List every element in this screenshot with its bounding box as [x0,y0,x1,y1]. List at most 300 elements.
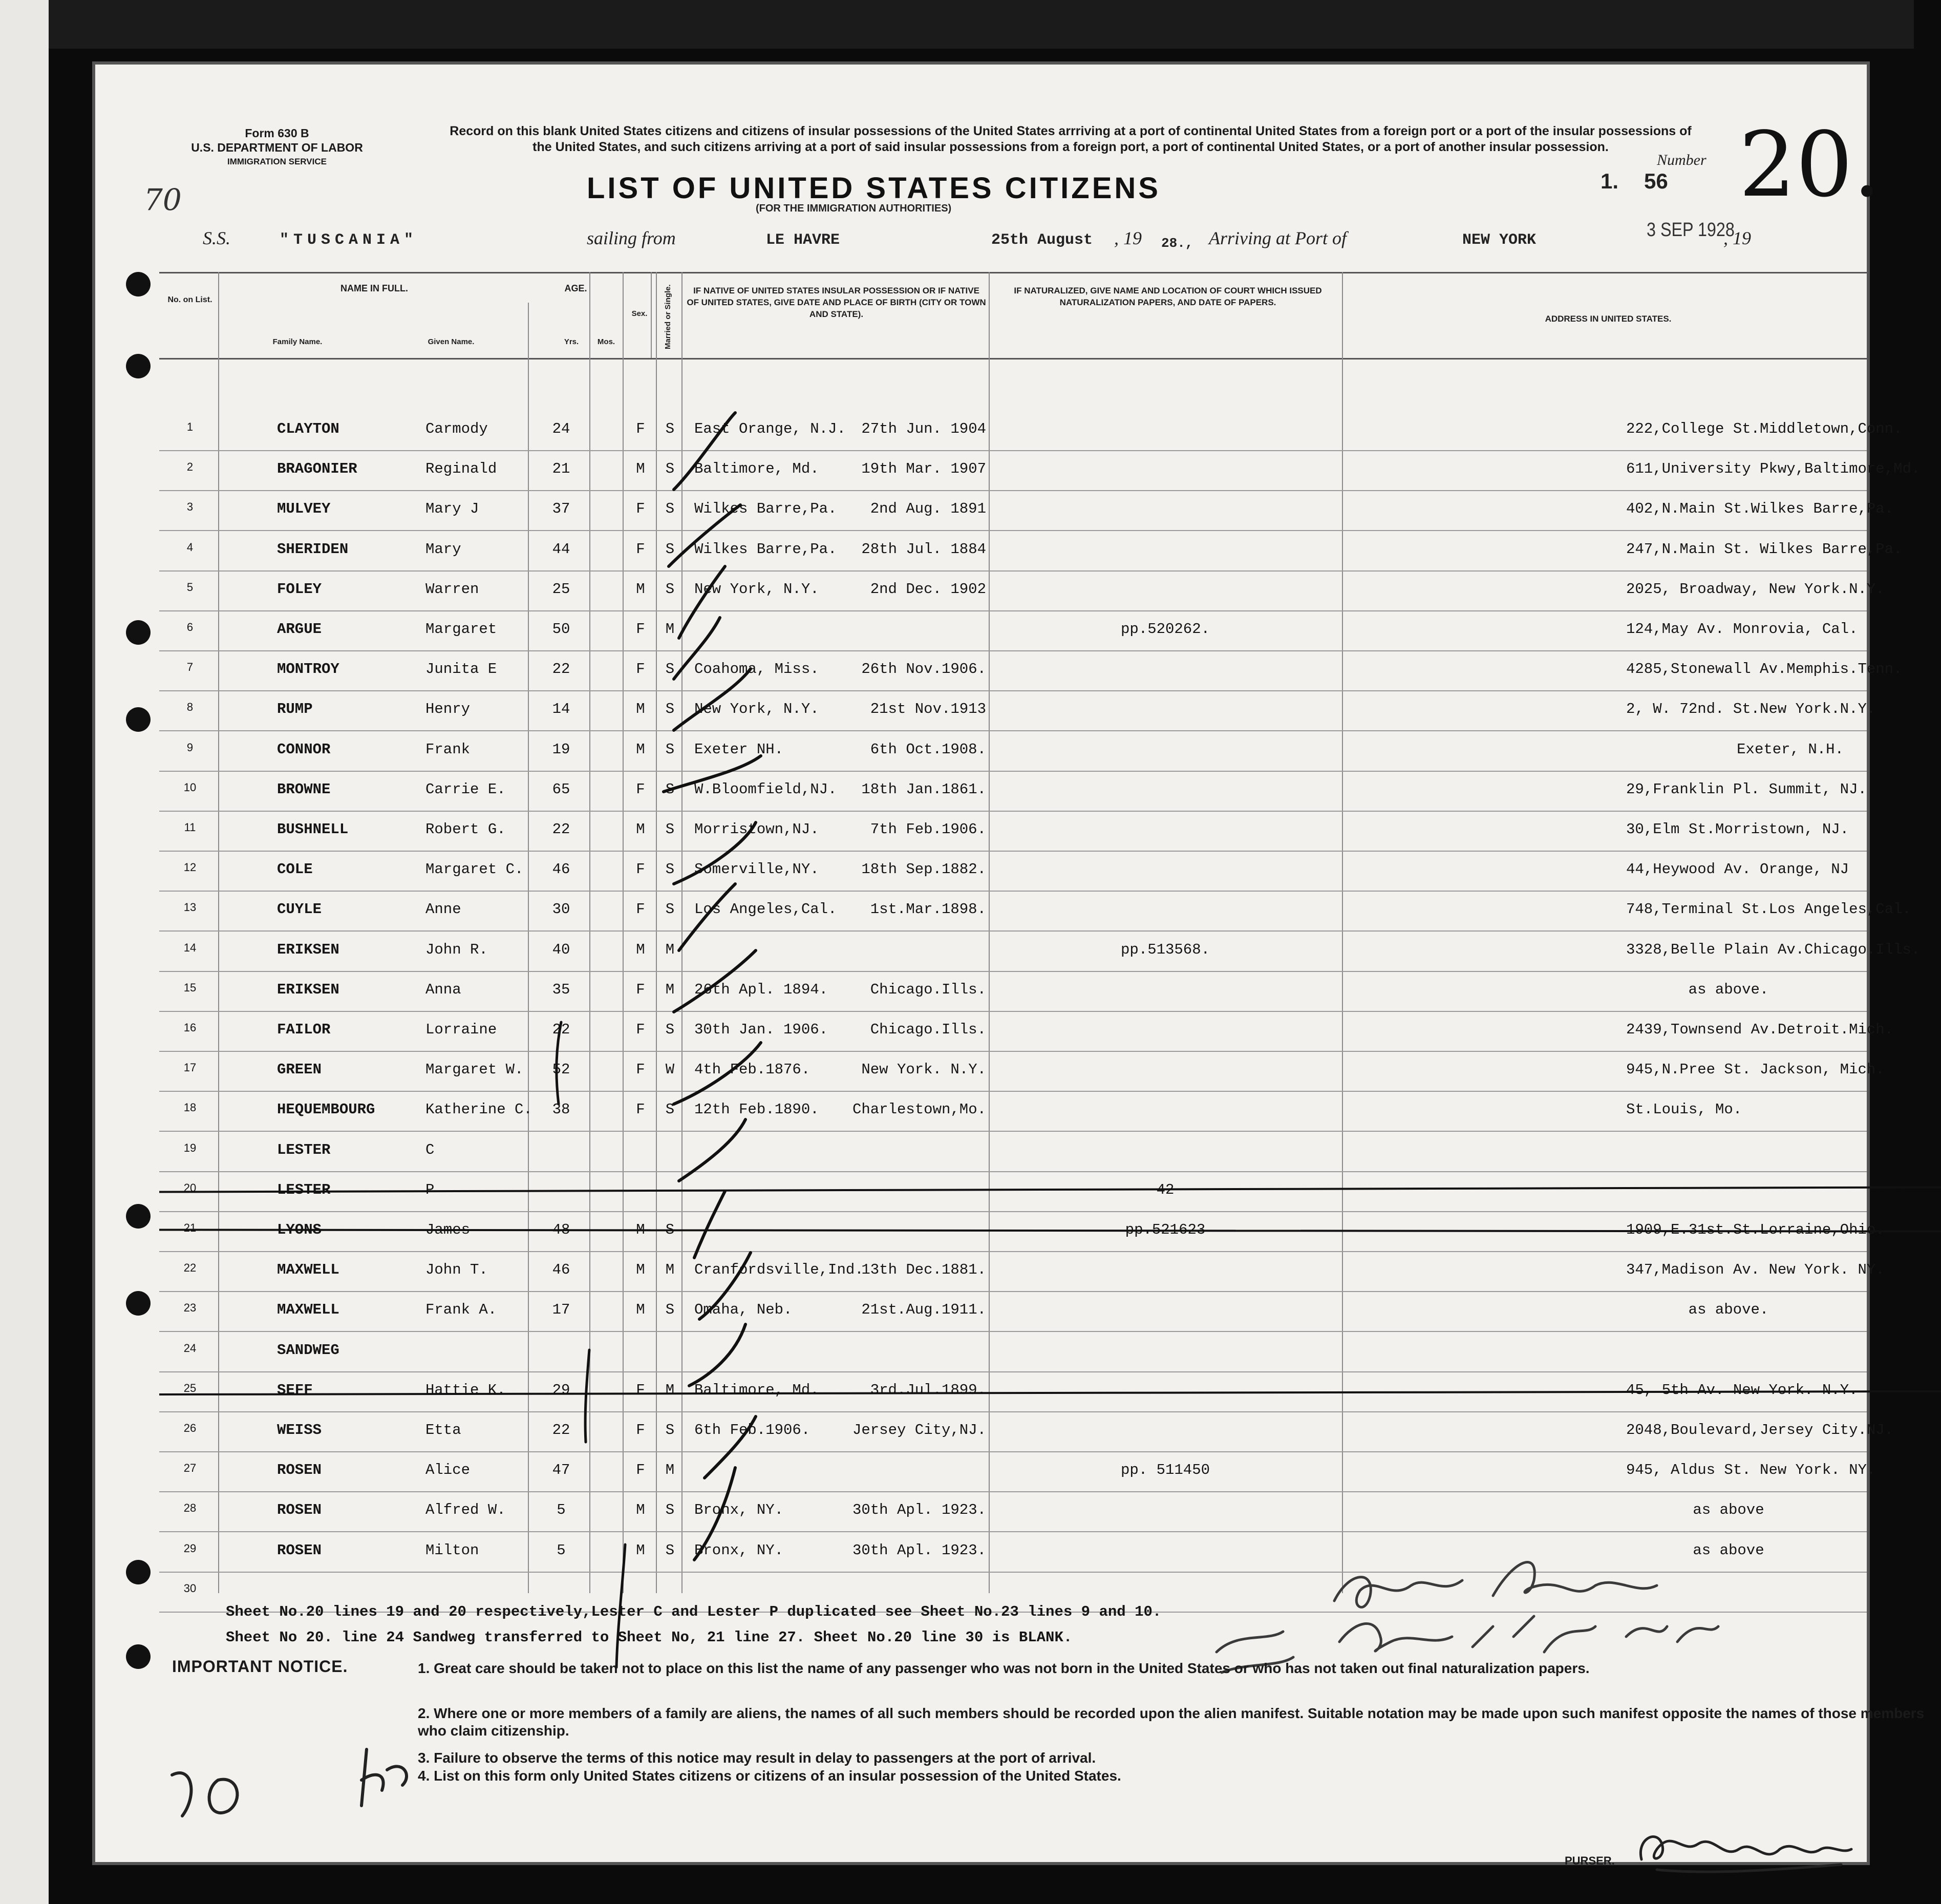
col-head-number: No. on List. [167,295,212,304]
given-name: Anne [425,901,461,918]
address: as above. [1688,1301,1769,1319]
sex: M [636,580,645,598]
binder-hole [126,620,151,645]
given-name: Warren [425,580,479,598]
birth-place: East Orange, N.J. [694,420,846,437]
address: 2025, Broadway, New York.N.Y. [1626,580,1885,598]
row-rule [159,650,1867,651]
family-name: MAXWELL [277,1301,339,1319]
birth-date: 6th Oct.1908. [870,741,986,758]
given-name: Etta [425,1422,461,1438]
table-row [159,1221,1885,1261]
purser-signature [1626,1818,1862,1880]
inspector-check-marks [633,351,817,1632]
birth-place: 30th Jan. 1906. [694,1021,828,1038]
address: 945, Aldus St. New York. NY. [1626,1462,1876,1479]
row-number: 11 [184,821,196,834]
row-number: 29 [183,1541,197,1555]
row-rule [159,1491,1867,1492]
age-years: 22 [552,661,570,678]
row-number: 28 [183,1501,197,1515]
given-name: Hattie K. [425,1381,506,1399]
address: as above [1693,1501,1764,1519]
row-number: 12 [183,861,197,874]
marital-status: S [665,661,675,678]
sex: F [636,780,645,798]
family-name: ERIKSEN [277,981,339,998]
margin-handwritten-mark: 70 [144,182,182,217]
row-number: 8 [186,701,194,714]
marital-status: S [665,1301,675,1319]
birth-place: Bronx, NY. [694,1501,784,1519]
service-name: IMMIGRATION SERVICE [227,157,327,166]
marital-status: W [665,1061,675,1078]
col-head-years: Yrs. [564,337,579,346]
row-number: 21 [183,1221,197,1234]
notice-item-4: 4. List on this form only United States citizens or citizens of an insular possession of the United States. [418,1768,1121,1784]
address: 2048,Boulevard,Jersey City.NJ. [1626,1422,1894,1438]
birth-date: Jersey City,NJ. [852,1422,986,1438]
age-years: 50 [552,621,570,638]
row-rule [159,930,1867,932]
given-name: Frank A. [425,1301,497,1319]
address: 1909,E.31st.St.Lorraine,Ohio. [1626,1221,1885,1238]
table-row [159,420,1903,460]
marital-status: M [665,1462,675,1479]
given-name: Alfred W. [425,1501,506,1519]
given-name: Carmody [425,420,488,437]
age-years: 22 [552,821,570,838]
ss-label: S.S. [203,228,230,248]
table-row [159,580,1885,621]
table-row [159,1382,1867,1422]
row-rule [159,1131,1867,1132]
number-value: 56 [1644,169,1668,193]
number-label: Number [1657,152,1707,168]
row-rule [159,690,1867,691]
sex: M [636,1541,645,1559]
page-title: LIST OF UNITED STATES CITIZENS [587,172,1161,205]
family-name: BRAGONIER [277,460,357,478]
family-name: COLE [277,861,313,878]
birth-place: Wilkes Barre,Pa. [694,540,837,558]
binder-hole [126,1204,151,1229]
marital-status: S [665,780,675,798]
col-head-birth: IF NATIVE OF UNITED STATES INSULAR POSSESSION OR IF NATIVE OF UNITED STATES, GIVE DATE AND PLACE OF BIRTH (CITY OR TOWN AND STATE). [687,286,986,319]
col-head-months: Mos. [597,337,615,346]
table-row [159,781,1867,821]
marital-status: S [665,1101,675,1118]
family-name: ARGUE [277,621,322,638]
age-years: 37 [552,500,570,518]
ship-name: "TUSCANIA" [280,231,418,249]
birth-place: 26th Apl. 1894. [694,981,828,998]
table-row [159,661,1903,701]
row-rule [159,1251,1867,1252]
port-from: LE HAVRE [766,231,840,249]
row-rule [159,771,1867,772]
address: 748,Terminal St.Los Angeles,Cal. [1626,901,1911,918]
given-name: Mary J [425,500,479,518]
age-years: 52 [552,1061,570,1078]
address: Exeter, N.H. [1737,741,1844,758]
age-years: 44 [552,540,570,558]
family-name: SEFF [277,1381,313,1399]
row-rule [159,1091,1867,1092]
sex: M [636,741,645,758]
row-rule [159,811,1867,812]
naturalization-papers: pp.513568. [1120,941,1210,958]
birth-date: 3rd.Jul.1899. [870,1381,986,1399]
family-name: FAILOR [277,1021,331,1038]
age-years: 46 [552,861,570,878]
marital-status: S [665,901,675,918]
given-name: John T. [425,1261,488,1279]
table-row [159,1342,1867,1382]
row-number: 19 [183,1141,197,1154]
department-name: U.S. DEPARTMENT OF LABOR [191,141,363,154]
sex: F [636,661,645,678]
given-name: Reginald [425,460,497,478]
row-number: 9 [186,741,194,754]
bracket-mark [566,1345,607,1447]
table-row [159,981,1867,1021]
address: as above [1693,1541,1764,1559]
handwritten-margin-marks [162,1729,428,1831]
family-name: CLAYTON [277,420,339,437]
sailing-date: 25th August [991,231,1093,249]
row-number: 15 [183,981,197,994]
row-number: 17 [183,1061,197,1074]
address: 945,N.Pree St. Jackson, Mich. [1626,1061,1885,1078]
birth-date: Chicago.Ills. [870,1021,986,1038]
family-name: CONNOR [277,741,331,758]
birth-place: Baltimore, Md. [694,1381,819,1399]
birth-date: Chicago.Ills. [870,981,986,998]
birth-place: 12th Feb.1890. [694,1101,819,1118]
address: 2, W. 72nd. St.New York.N.Y. [1626,701,1876,718]
sex: M [636,941,645,958]
form-identifier [185,126,369,169]
table-row [159,1501,1867,1541]
table-top-rule [159,272,1867,273]
port-to: NEW YORK [1462,231,1537,249]
given-name: Margaret W. [425,1061,524,1078]
given-name: Lorraine [425,1021,497,1038]
table-row [159,701,1876,741]
age-years: 5 [557,1501,566,1519]
family-name: ERIKSEN [277,941,339,958]
row-number: 22 [183,1261,197,1275]
family-name: MAXWELL [277,1261,339,1279]
sex: F [636,1422,645,1438]
marital-status: S [665,701,675,718]
row-number: 25 [183,1381,197,1394]
birth-date: 26th Nov.1906. [861,661,986,678]
given-name: Anna [425,981,461,998]
birth-place: Exeter NH. [694,741,784,758]
table-row [159,821,1867,861]
binder-hole [126,707,151,732]
birth-date: 13th Dec.1881. [861,1261,986,1279]
age-years: 24 [552,420,570,437]
page-subtitle: (FOR THE IMMIGRATION AUTHORITIES) [756,203,952,214]
col-head-address: ADDRESS IN UNITED STATES. [1545,314,1672,324]
birth-place: Wilkes Barre,Pa. [694,500,837,518]
family-name: ROSEN [277,1541,322,1559]
sex: M [636,701,645,718]
row-number: 30 [183,1581,197,1595]
address: 247,N.Main St. Wilkes Barre,Pa. [1626,540,1903,558]
table-row [159,1422,1894,1462]
purser-label: PURSER. [1565,1854,1615,1867]
given-name: C [425,1141,435,1158]
marital-status: S [665,420,675,437]
table-row [159,1261,1885,1301]
manifest-sheet [92,61,1925,1867]
marital-status: S [665,580,675,598]
table-row [159,621,1867,661]
age-years: 5 [557,1541,566,1559]
row-rule [159,490,1867,491]
row-number: 3 [186,500,194,514]
birth-place: New York, N.Y. [694,580,819,598]
sex: F [636,500,645,518]
naturalization-papers: pp.521623 [1125,1221,1206,1238]
address: 3328,Belle Plain Av.Chicago.Ills. [1626,941,1921,958]
table-row [159,1141,1867,1181]
given-name: Katherine C. [425,1101,532,1118]
sex: F [636,420,645,437]
marital-status: M [665,621,675,638]
col-head-given: Given Name. [428,337,475,346]
row-number: 24 [183,1341,197,1355]
family-name: GREEN [277,1061,322,1078]
birth-date: 19th Mar. 1907 [861,460,986,478]
sex: M [636,460,645,478]
address: 30,Elm St.Morristown, NJ. [1626,821,1849,838]
given-name: Margaret [425,621,497,638]
birth-date: 27th Jun. 1904 [861,420,986,437]
sheet-number-handwritten: 20. [1739,113,1882,217]
notice-heading: IMPORTANT NOTICE. [172,1657,348,1676]
address: 2439,Townsend Av.Detroit.Mich. [1626,1021,1894,1038]
given-name: John R. [425,941,488,958]
sex: F [636,621,645,638]
marital-status: M [665,981,675,998]
given-name: Robert G. [425,821,506,838]
address: 402,N.Main St.Wilkes Barre,Pa. [1626,500,1894,518]
age-years: 40 [552,941,570,958]
family-name: BUSHNELL [277,821,349,838]
family-name: MULVEY [277,500,331,518]
marital-status: S [665,500,675,518]
birth-date: 1st.Mar.1898. [870,901,986,918]
binder-hole [126,1291,151,1316]
birth-date: 21st Nov.1913 [870,701,986,718]
row-rule [159,1291,1867,1292]
family-name: LESTER [277,1181,331,1198]
marital-status: S [665,1021,675,1038]
table-row [159,1021,1894,1061]
sheet-note-2: Sheet No 20. line 24 Sandweg transferred to Sheet No, 21 line 27. Sheet No.20 line 30 is BLANK. [226,1629,1073,1646]
sex: F [636,981,645,998]
address: 44,Heywood Av. Orange, NJ [1626,861,1849,878]
birth-date: 2nd Aug. 1891 [870,500,986,518]
address: 611,University Pkwy,Baltimore,Md. [1626,460,1921,478]
birth-place: Baltimore, Md. [694,460,819,478]
marital-status: S [665,1501,675,1519]
arriving-label: Arriving at Port of [1209,228,1347,248]
sheet-note-1: Sheet No.20 lines 19 and 20 respectively,Lester C and Lester P duplicated see Sheet No.23 lines 9 and 10. [226,1603,1162,1620]
table-row [159,741,1867,781]
row-rule [159,730,1867,731]
marital-status: M [665,1261,675,1279]
birth-place: Omaha, Neb. [694,1301,793,1319]
naturalization-papers: pp. 511450 [1120,1462,1210,1479]
age-years: 22 [552,1021,570,1038]
birth-date: 30th Apl. 1923. [852,1501,986,1519]
marital-status: M [665,1381,675,1399]
marital-status: S [665,1221,675,1238]
row-rule [159,1451,1867,1452]
birth-date: 18th Sep.1882. [861,861,986,878]
age-years: 14 [552,701,570,718]
col-head-sex: Sex. [631,309,648,318]
header-bottom-rule [159,358,1867,359]
row-rule [159,1011,1867,1012]
birth-place: Bronx, NY. [694,1541,784,1559]
marital-status: S [665,861,675,878]
family-name: SANDWEG [277,1341,339,1359]
age-years: 38 [552,1101,570,1118]
binder-hole [126,1644,151,1669]
birth-date: 18th Jan.1861. [861,780,986,798]
family-name: HEQUEMBOURG [277,1101,375,1118]
form-number: Form 630 B [245,126,309,140]
marital-status: S [665,821,675,838]
binder-hole [126,272,151,297]
given-name: Margaret C. [425,861,524,878]
birth-place: Somerville,NY. [694,861,819,878]
table-row [159,941,1921,981]
table-row [159,500,1894,540]
age-years: 17 [552,1301,570,1319]
row-number: 10 [183,780,197,794]
age-years: 19 [552,741,570,758]
year-value: 28., [1161,236,1193,251]
scan-top-border [0,0,1914,49]
naturalization-papers: 42 [1156,1181,1175,1198]
given-name: Henry [425,701,471,718]
row-rule [159,851,1867,852]
family-name: WEISS [277,1422,322,1438]
row-number: 27 [183,1462,197,1475]
row-number: 14 [183,941,197,954]
table-row [159,861,1867,901]
sex: M [636,821,645,838]
sex: F [636,1381,645,1399]
marital-status: S [665,460,675,478]
sex: F [636,540,645,558]
sex: M [636,1221,645,1238]
col-head-name: NAME IN FULL. [340,283,408,293]
table-row [159,460,1921,500]
address: St.Louis, Mo. [1626,1101,1742,1118]
sex: F [636,901,645,918]
row-number: 20 [183,1181,197,1194]
address: as above. [1688,981,1769,998]
row-number: 16 [183,1021,197,1034]
birth-date: 28th Jul. 1884 [861,540,986,558]
marital-status: S [665,1422,675,1438]
marital-status: S [665,1541,675,1559]
address: 29,Franklin Pl. Summit, NJ. [1626,780,1867,798]
birth-date: 2nd Dec. 1902 [870,580,986,598]
birth-place: W.Bloomfield,NJ. [694,780,837,798]
marital-status: S [665,540,675,558]
row-rule [159,530,1867,531]
family-name: FOLEY [277,580,322,598]
notice-item-3: 3. Failure to observe the terms of this notice may result in delay to passengers at the port of arrival. [418,1750,1096,1766]
age-years: 21 [552,460,570,478]
address: 124,May Av. Monrovia, Cal. [1626,621,1858,638]
birth-date: Charlestown,Mo. [852,1101,986,1118]
table-row [159,1061,1885,1101]
given-name: Frank [425,741,471,758]
adjacent-page-stub [0,0,49,1904]
family-name: LYONS [277,1221,322,1238]
table-row [159,1101,1867,1141]
sex: F [636,1061,645,1078]
sex: M [636,1501,645,1519]
given-name: P [425,1181,435,1198]
age-years: 25 [552,580,570,598]
age-years: 48 [552,1221,570,1238]
given-name: Carrie E. [425,780,506,798]
notice-item-2: 2. Where one or more members of a family are aliens, the names of all such members should be recorded upon the alien manifest. Suitable notation may be made upon such manifest opposite the names of those members who claim citizenship. [418,1705,1925,1739]
row-number: 1 [186,420,194,433]
row-rule [159,1371,1867,1372]
birth-place: Los Angeles,Cal. [694,901,837,918]
row-number: 26 [183,1422,197,1434]
address: 4285,Stonewall Av.Memphis.Tenn. [1626,661,1903,678]
given-name: Alice [425,1462,471,1479]
sex: F [636,1462,645,1479]
birth-place: Cranfordsville,Ind. [694,1261,864,1279]
row-number: 4 [186,540,194,554]
age-years: 29 [552,1381,570,1399]
year-prefix: , 19 [1114,228,1142,248]
row-rule [159,891,1867,892]
birth-date: 21st.Aug.1911. [861,1301,986,1319]
binder-hole [126,354,151,378]
age-years: 22 [552,1422,570,1438]
birth-place: New York, N.Y. [694,701,819,718]
row-number: 2 [186,460,194,474]
year-suffix: , 19 [1723,228,1751,248]
given-name: James [425,1221,471,1238]
table-row [159,901,1911,941]
row-rule [159,1531,1867,1532]
family-name: CUYLE [277,901,322,918]
sex: M [636,1261,645,1279]
bracket-mark [541,1017,582,1109]
row-number: 5 [186,580,194,594]
birth-date: New York. N.Y. [861,1061,986,1078]
birth-place: Morristown,NJ. [694,821,819,838]
row-rule [159,1051,1867,1052]
